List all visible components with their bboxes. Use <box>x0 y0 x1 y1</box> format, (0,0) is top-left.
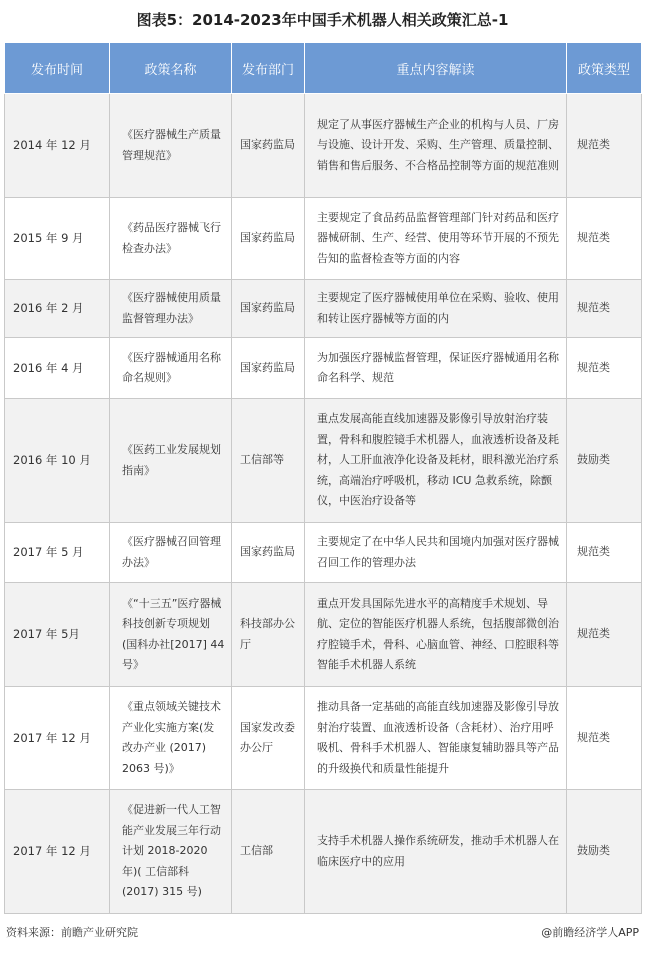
cell-name: 《药品医疗器械飞行检查办法》 <box>110 198 232 280</box>
table-row <box>5 399 642 523</box>
cell-content: 重点开发具国际先进水平的高精度手术规划、导航、定位的智能医疗机器人系统，包括腹部微创治疗腔镜手术，骨科、心脑血管、神经、口腔眼科等智能手术机器人系统 <box>305 583 567 687</box>
cell-type: 规范类 <box>567 338 642 399</box>
cell-name: 《“十三五”医疗器械科技创新专项规划(国科办社[2017] 44号》 <box>110 583 232 687</box>
cell-type: 规范类 <box>567 687 642 790</box>
cell-content: 推动具备一定基础的高能直线加速器及影像引导放射治疗装置、血液透析设备（含耗材）、治疗用呼吸机、骨科手术机器人、智能康复辅助器具等产品的升级换代和质量性能提升 <box>305 687 567 790</box>
cell-dept: 国家药监局 <box>232 94 305 198</box>
cell-type: 规范类 <box>567 583 642 687</box>
cell-type: 规范类 <box>567 94 642 198</box>
cell-content: 重点发展高能直线加速器及影像引导放射治疗装置，骨科和腹腔镜手术机器人，血液透析设备及耗材，人工肝血液净化设备及耗材，眼科激光治疗系统，高端治疗呼吸机，移动 ICU 急救系统，除颤仪，中医治疗设备等 <box>305 399 567 523</box>
cell-content: 支持手术机器人操作系统研发，推动手术机器人在临床医疗中的应用 <box>305 790 567 914</box>
cell-dept: 国家药监局 <box>232 198 305 280</box>
cell-date: 2016 年 10 月 <box>5 399 110 523</box>
cell-name: 《医疗器械通用名称命名规则》 <box>110 338 232 399</box>
header-date: 发布时间 <box>5 43 110 94</box>
header-content: 重点内容解读 <box>305 43 567 94</box>
cell-dept: 国家发改委办公厅 <box>232 687 305 790</box>
brand-credit: @前瞻经济学人APP <box>541 926 639 939</box>
cell-dept: 科技部办公厅 <box>232 583 305 687</box>
chart-title: 图表5：2014-2023年中国手术机器人相关政策汇总-1 <box>136 11 509 29</box>
cell-dept: 工信部等 <box>232 399 305 523</box>
cell-content: 主要规定了食品药品监督管理部门针对药品和医疗器械研制、生产、经营、使用等环节开展的不预先告知的监督检查等方面的内容 <box>305 198 567 280</box>
cell-content: 主要规定了医疗器械使用单位在采购、验收、使用和转让医疗器械等方面的内 <box>305 280 567 338</box>
cell-name: 《重点领域关键技术产业化实施方案(发改办产业 (2017) 2063 号)》 <box>110 687 232 790</box>
cell-name: 《医疗器械召回管理办法》 <box>110 523 232 583</box>
cell-date: 2017 年 12 月 <box>5 687 110 790</box>
cell-date: 2017 年 12 月 <box>5 790 110 914</box>
cell-date: 2017 年 5 月 <box>5 523 110 583</box>
table-row <box>5 198 642 280</box>
cell-date: 2015 年 9 月 <box>5 198 110 280</box>
cell-type: 鼓励类 <box>567 399 642 523</box>
table-row <box>5 338 642 399</box>
cell-type: 规范类 <box>567 523 642 583</box>
table-row <box>5 94 642 198</box>
cell-date: 2016 年 4 月 <box>5 338 110 399</box>
cell-dept: 国家药监局 <box>232 280 305 338</box>
table-row <box>5 523 642 583</box>
cell-type: 规范类 <box>567 198 642 280</box>
cell-dept: 国家药监局 <box>232 338 305 399</box>
policy-table <box>4 42 642 914</box>
cell-dept: 工信部 <box>232 790 305 914</box>
cell-type: 鼓励类 <box>567 790 642 914</box>
source-note: 资料来源：前瞻产业研究院 <box>6 926 138 939</box>
table-header-row <box>5 43 642 94</box>
header-type: 政策类型 <box>567 43 642 94</box>
cell-name: 《医药工业发展规划指南》 <box>110 399 232 523</box>
cell-date: 2016 年 2 月 <box>5 280 110 338</box>
table-row <box>5 280 642 338</box>
table-row <box>5 790 642 914</box>
cell-content: 为加强医疗器械监督管理，保证医疗器械通用名称命名科学、规范 <box>305 338 567 399</box>
cell-type: 规范类 <box>567 280 642 338</box>
table-row <box>5 687 642 790</box>
header-name: 政策名称 <box>110 43 232 94</box>
cell-date: 2014 年 12 月 <box>5 94 110 198</box>
cell-content: 规定了从事医疗器械生产企业的机构与人员、厂房与设施、设计开发、采购、生产管理、质量控制、销售和售后服务、不合格品控制等方面的规范准则 <box>305 94 567 198</box>
cell-date: 2017 年 5月 <box>5 583 110 687</box>
cell-name: 《医疗器械生产质量管理规范》 <box>110 94 232 198</box>
cell-name: 《促进新一代人工智能产业发展三年行动计划 2018-2020 年)( 工信部科 (2017) 315 号) <box>110 790 232 914</box>
header-dept: 发布部门 <box>232 43 305 94</box>
cell-content: 主要规定了在中华人民共和国境内加强对医疗器械召回工作的管理办法 <box>305 523 567 583</box>
table-row <box>5 583 642 687</box>
cell-name: 《医疗器械使用质量监督管理办法》 <box>110 280 232 338</box>
cell-dept: 国家药监局 <box>232 523 305 583</box>
